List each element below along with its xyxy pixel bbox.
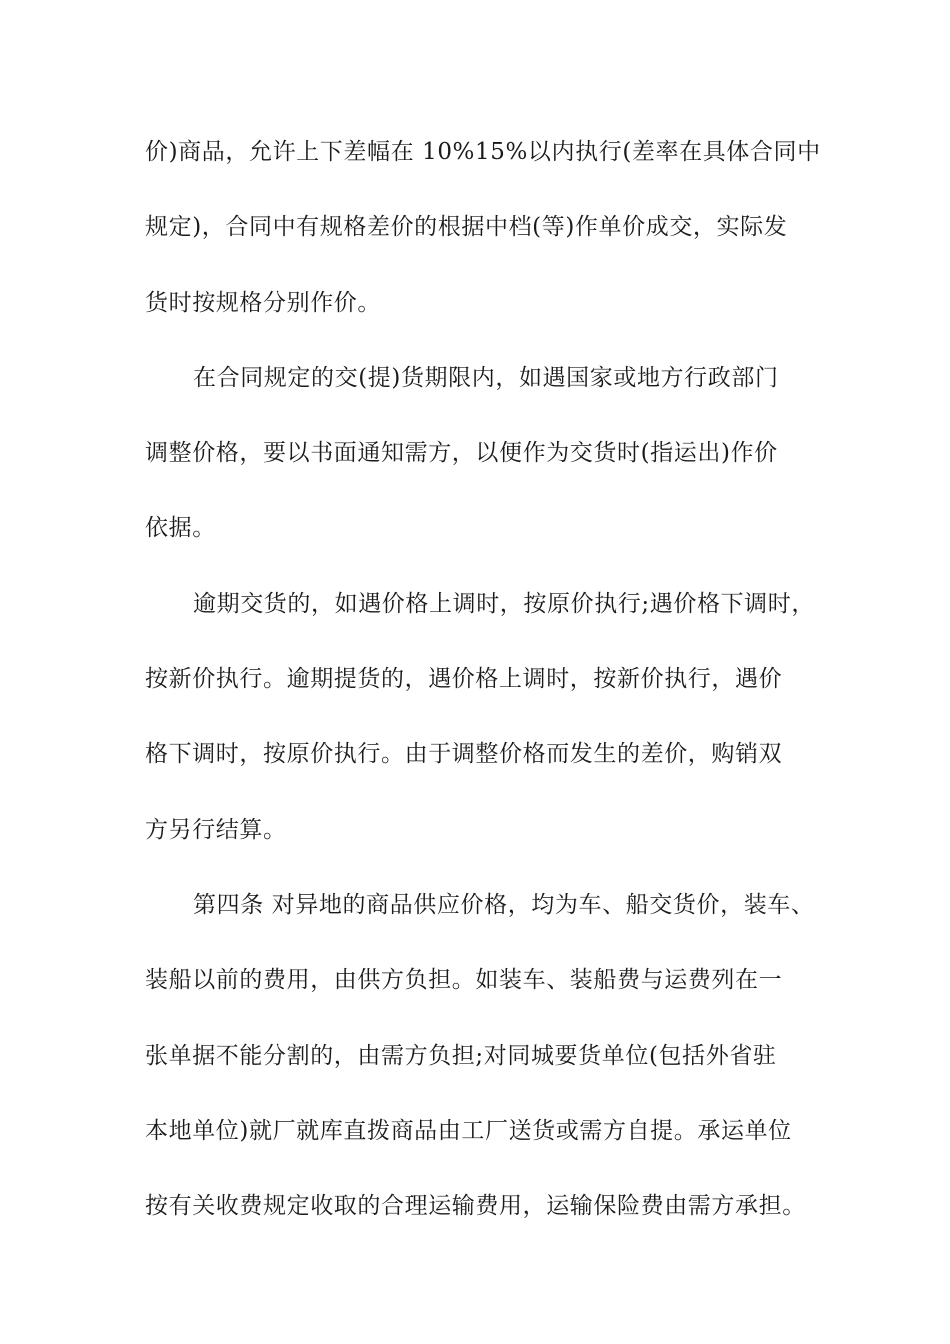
text-line: 按有关收费规定收取的合理运输费用，运输保险费由需方承担。	[145, 1193, 806, 1220]
document-body	[145, 126, 825, 1255]
text-line: 价)商品，允许上下差幅在 10%15%以内执行(差率在具体合同中	[145, 139, 821, 165]
text-line: 货时按规格分别作价。	[145, 289, 381, 316]
text-line: 格下调时，按原价执行。由于调整价格而发生的差价，购销双	[145, 741, 783, 768]
paragraph-first-line: 在合同规定的交(提)货期限内，如遇国家或地方行政部门	[193, 364, 779, 391]
text-line: 按新价执行。逾期提货的，遇价格上调时，按新价执行，遇价	[145, 666, 783, 693]
text-line: 装船以前的费用，由供方负担。如装车、装船费与运费列在一	[145, 967, 783, 994]
paragraph-first-line: 逾期交货的，如遇价格上调时，按原价执行;遇价格下调时，	[193, 590, 815, 617]
text-line: 张单据不能分割的，由需方负担;对同城要货单位(包括外省驻	[145, 1042, 777, 1069]
text-line: 本地单位)就厂就库直拨商品由工厂送货或需方自提。承运单位	[145, 1117, 792, 1144]
text-line: 依据。	[145, 515, 216, 542]
text-line: 调整价格，要以书面通知需方，以便作为交货时(指运出)作价	[145, 440, 778, 467]
text-line: 规定)，合同中有规格差价的根据中档(等)作单价成交，实际发	[145, 214, 788, 241]
paragraph-first-line: 第四条 对异地的商品供应价格，均为车、船交货价，装车、	[193, 891, 815, 918]
text-line: 方另行结算。	[145, 816, 287, 843]
